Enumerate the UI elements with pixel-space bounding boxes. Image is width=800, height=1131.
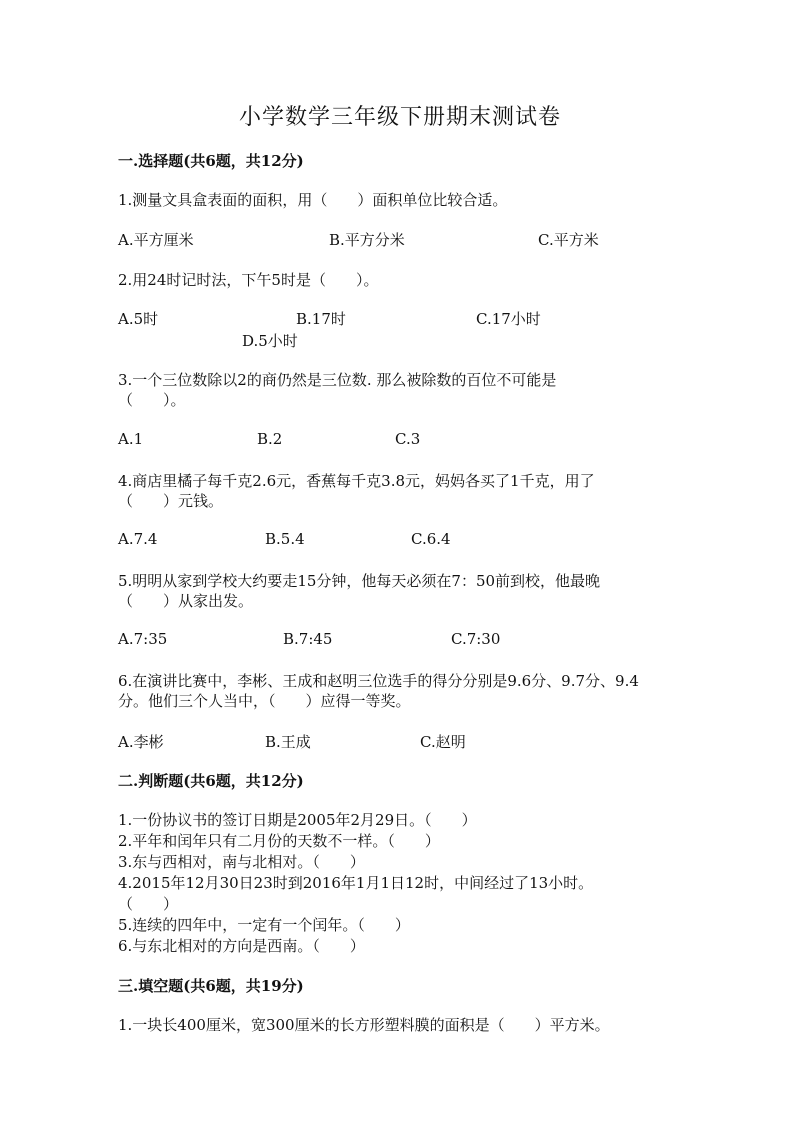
section-heading-choice: 一.选择题(共6题，共12分) bbox=[118, 152, 304, 170]
question-5-line-1: 5.明明从家到学校大约要走15分钟，他每天必须在7：50前到校，他最晚 bbox=[118, 572, 601, 590]
section-heading-judgment: 二.判断题(共6题，共12分) bbox=[118, 772, 304, 790]
question-4-option-a: A.7.4 bbox=[118, 530, 158, 548]
question-5-option-a: A.7:35 bbox=[118, 630, 168, 648]
fill-item-1: 1.一块长400厘米，宽300厘米的长方形塑料膜的面积是（ ）平方米。 bbox=[118, 1016, 610, 1034]
question-2-text: 2.用24时记时法，下午5时是（ ）。 bbox=[118, 271, 379, 289]
question-1-option-c: C.平方米 bbox=[538, 231, 599, 249]
question-2-option-d: D.5小时 bbox=[242, 332, 298, 350]
judgment-item-2: 2.平年和闰年只有二月份的天数不一样。（ ） bbox=[118, 832, 440, 850]
question-6-option-c: C.赵明 bbox=[420, 733, 466, 751]
question-3-option-a: A.1 bbox=[118, 430, 144, 448]
question-3-line-2: （ ）。 bbox=[118, 391, 186, 409]
question-3-option-b: B.2 bbox=[257, 430, 283, 448]
question-4-option-b: B.5.4 bbox=[265, 530, 305, 548]
question-4-option-c: C.6.4 bbox=[411, 530, 451, 548]
question-1-option-b: B.平方分米 bbox=[329, 231, 405, 249]
judgment-item-4-line-2: （ ） bbox=[118, 895, 179, 913]
judgment-item-5: 5.连续的四年中，一定有一个闰年。（ ） bbox=[118, 916, 410, 934]
question-3-line-1: 3.一个三位数除以2的商仍然是三位数. 那么被除数的百位不可能是 bbox=[118, 371, 557, 389]
question-4-line-1: 4.商店里橘子每千克2.6元，香蕉每千克3.8元，妈妈各买了1千克，用了 bbox=[118, 472, 595, 490]
judgment-item-3: 3.东与西相对，南与北相对。（ ） bbox=[118, 853, 365, 871]
section-heading-fill: 三.填空题(共6题，共19分) bbox=[118, 977, 304, 995]
question-6-option-a: A.李彬 bbox=[118, 733, 164, 751]
question-2-option-a: A.5时 bbox=[118, 310, 159, 328]
page-title: 小学数学三年级下册期末测试卷 bbox=[238, 105, 561, 130]
question-1-text: 1.测量文具盒表面的面积，用（ ）面积单位比较合适。 bbox=[118, 191, 508, 209]
question-5-option-b: B.7:45 bbox=[283, 630, 333, 648]
judgment-item-4-line-1: 4.2015年12月30日23时到2016年1月1日12时，中间经过了13小时。 bbox=[118, 874, 594, 892]
question-5-option-c: C.7:30 bbox=[451, 630, 501, 648]
question-5-line-2: （ ）从家出发。 bbox=[118, 592, 254, 610]
judgment-item-1: 1.一份协议书的签订日期是2005年2月29日。（ ） bbox=[118, 811, 477, 829]
question-4-line-2: （ ）元钱。 bbox=[118, 492, 224, 510]
question-6-line-2: 分。他们三个人当中，（ ）应得一等奖。 bbox=[118, 692, 411, 710]
judgment-item-6: 6.与东北相对的方向是西南。（ ） bbox=[118, 937, 365, 955]
question-6-line-1: 6.在演讲比赛中，李彬、王成和赵明三位选手的得分分别是9.6分、9.7分、9.4 bbox=[118, 672, 639, 690]
question-6-option-b: B.王成 bbox=[265, 733, 311, 751]
question-1-option-a: A.平方厘米 bbox=[118, 231, 194, 249]
question-3-option-c: C.3 bbox=[395, 430, 421, 448]
question-2-option-c: C.17小时 bbox=[476, 310, 541, 328]
question-2-option-b: B.17时 bbox=[296, 310, 346, 328]
